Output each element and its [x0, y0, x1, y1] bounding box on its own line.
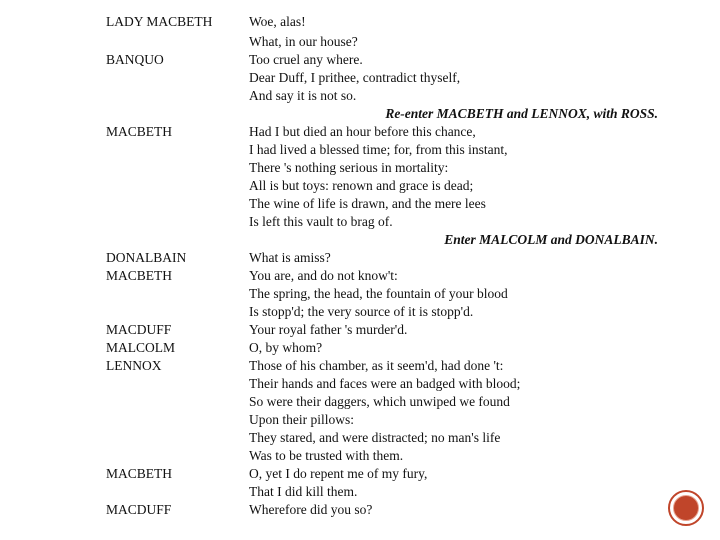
dialogue-line: They stared, and were distracted; no man's life	[249, 430, 501, 445]
stage-direction: Enter MALCOLM and DONALBAIN.	[444, 232, 658, 247]
dialogue-line: Is left this vault to brag of.	[249, 214, 393, 229]
dialogue-line: Their hands and faces were an badged with blood;	[249, 376, 521, 391]
dialogue-line: That I did kill them.	[249, 484, 358, 499]
speaker-malcolm: MALCOLM	[106, 340, 176, 355]
slide-nav-button[interactable]	[668, 490, 704, 526]
speaker-macbeth: MACBETH	[106, 466, 173, 481]
speaker-macbeth: MACBETH	[106, 268, 173, 283]
dialogue-line: Woe, alas!	[249, 14, 306, 29]
dialogue-line: Had I but died an hour before this chance,	[249, 124, 476, 139]
dialogue-line: Wherefore did you so?	[249, 502, 373, 517]
speaker-lady-macbeth: LADY MACBETH	[106, 14, 213, 29]
speaker-lennox: LENNOX	[106, 358, 162, 373]
dialogue-line: What, in our house?	[249, 34, 358, 49]
circle-icon	[673, 495, 699, 521]
dialogue-line: So were their daggers, which unwiped we found	[249, 394, 510, 409]
stage-direction: Re-enter MACBETH and LENNOX, with ROSS.	[385, 106, 658, 121]
dialogue-line: Upon their pillows:	[249, 412, 354, 427]
speaker-macduff: MACDUFF	[106, 322, 172, 337]
dialogue-line: You are, and do not know't:	[249, 268, 398, 283]
speaker-macbeth: MACBETH	[106, 124, 173, 139]
dialogue-line: There 's nothing serious in mortality:	[249, 160, 449, 175]
speaker-macduff: MACDUFF	[106, 502, 172, 517]
dialogue-line: Too cruel any where.	[249, 52, 363, 67]
dialogue-line: Dear Duff, I prithee, contradict thyself,	[249, 70, 461, 85]
speaker-donalbain: DONALBAIN	[106, 250, 187, 265]
dialogue-line: Those of his chamber, as it seem'd, had done 't:	[249, 358, 504, 373]
dialogue-line: Your royal father 's murder'd.	[249, 322, 408, 337]
speaker-banquo: BANQUO	[106, 52, 164, 67]
dialogue-line: All is but toys: renown and grace is dead;	[249, 178, 474, 193]
dialogue-line: O, by whom?	[249, 340, 323, 355]
dialogue-line: I had lived a blessed time; for, from this instant,	[249, 142, 508, 157]
dialogue-line: The spring, the head, the fountain of your blood	[249, 286, 508, 301]
dialogue-line: What is amiss?	[249, 250, 331, 265]
dialogue-line: O, yet I do repent me of my fury,	[249, 466, 428, 481]
dialogue-line: The wine of life is drawn, and the mere lees	[249, 196, 486, 211]
dialogue-line: Is stopp'd; the very source of it is stopp'd.	[249, 304, 474, 319]
dialogue-line: Was to be trusted with them.	[249, 448, 404, 463]
dialogue-line: And say it is not so.	[249, 88, 357, 103]
